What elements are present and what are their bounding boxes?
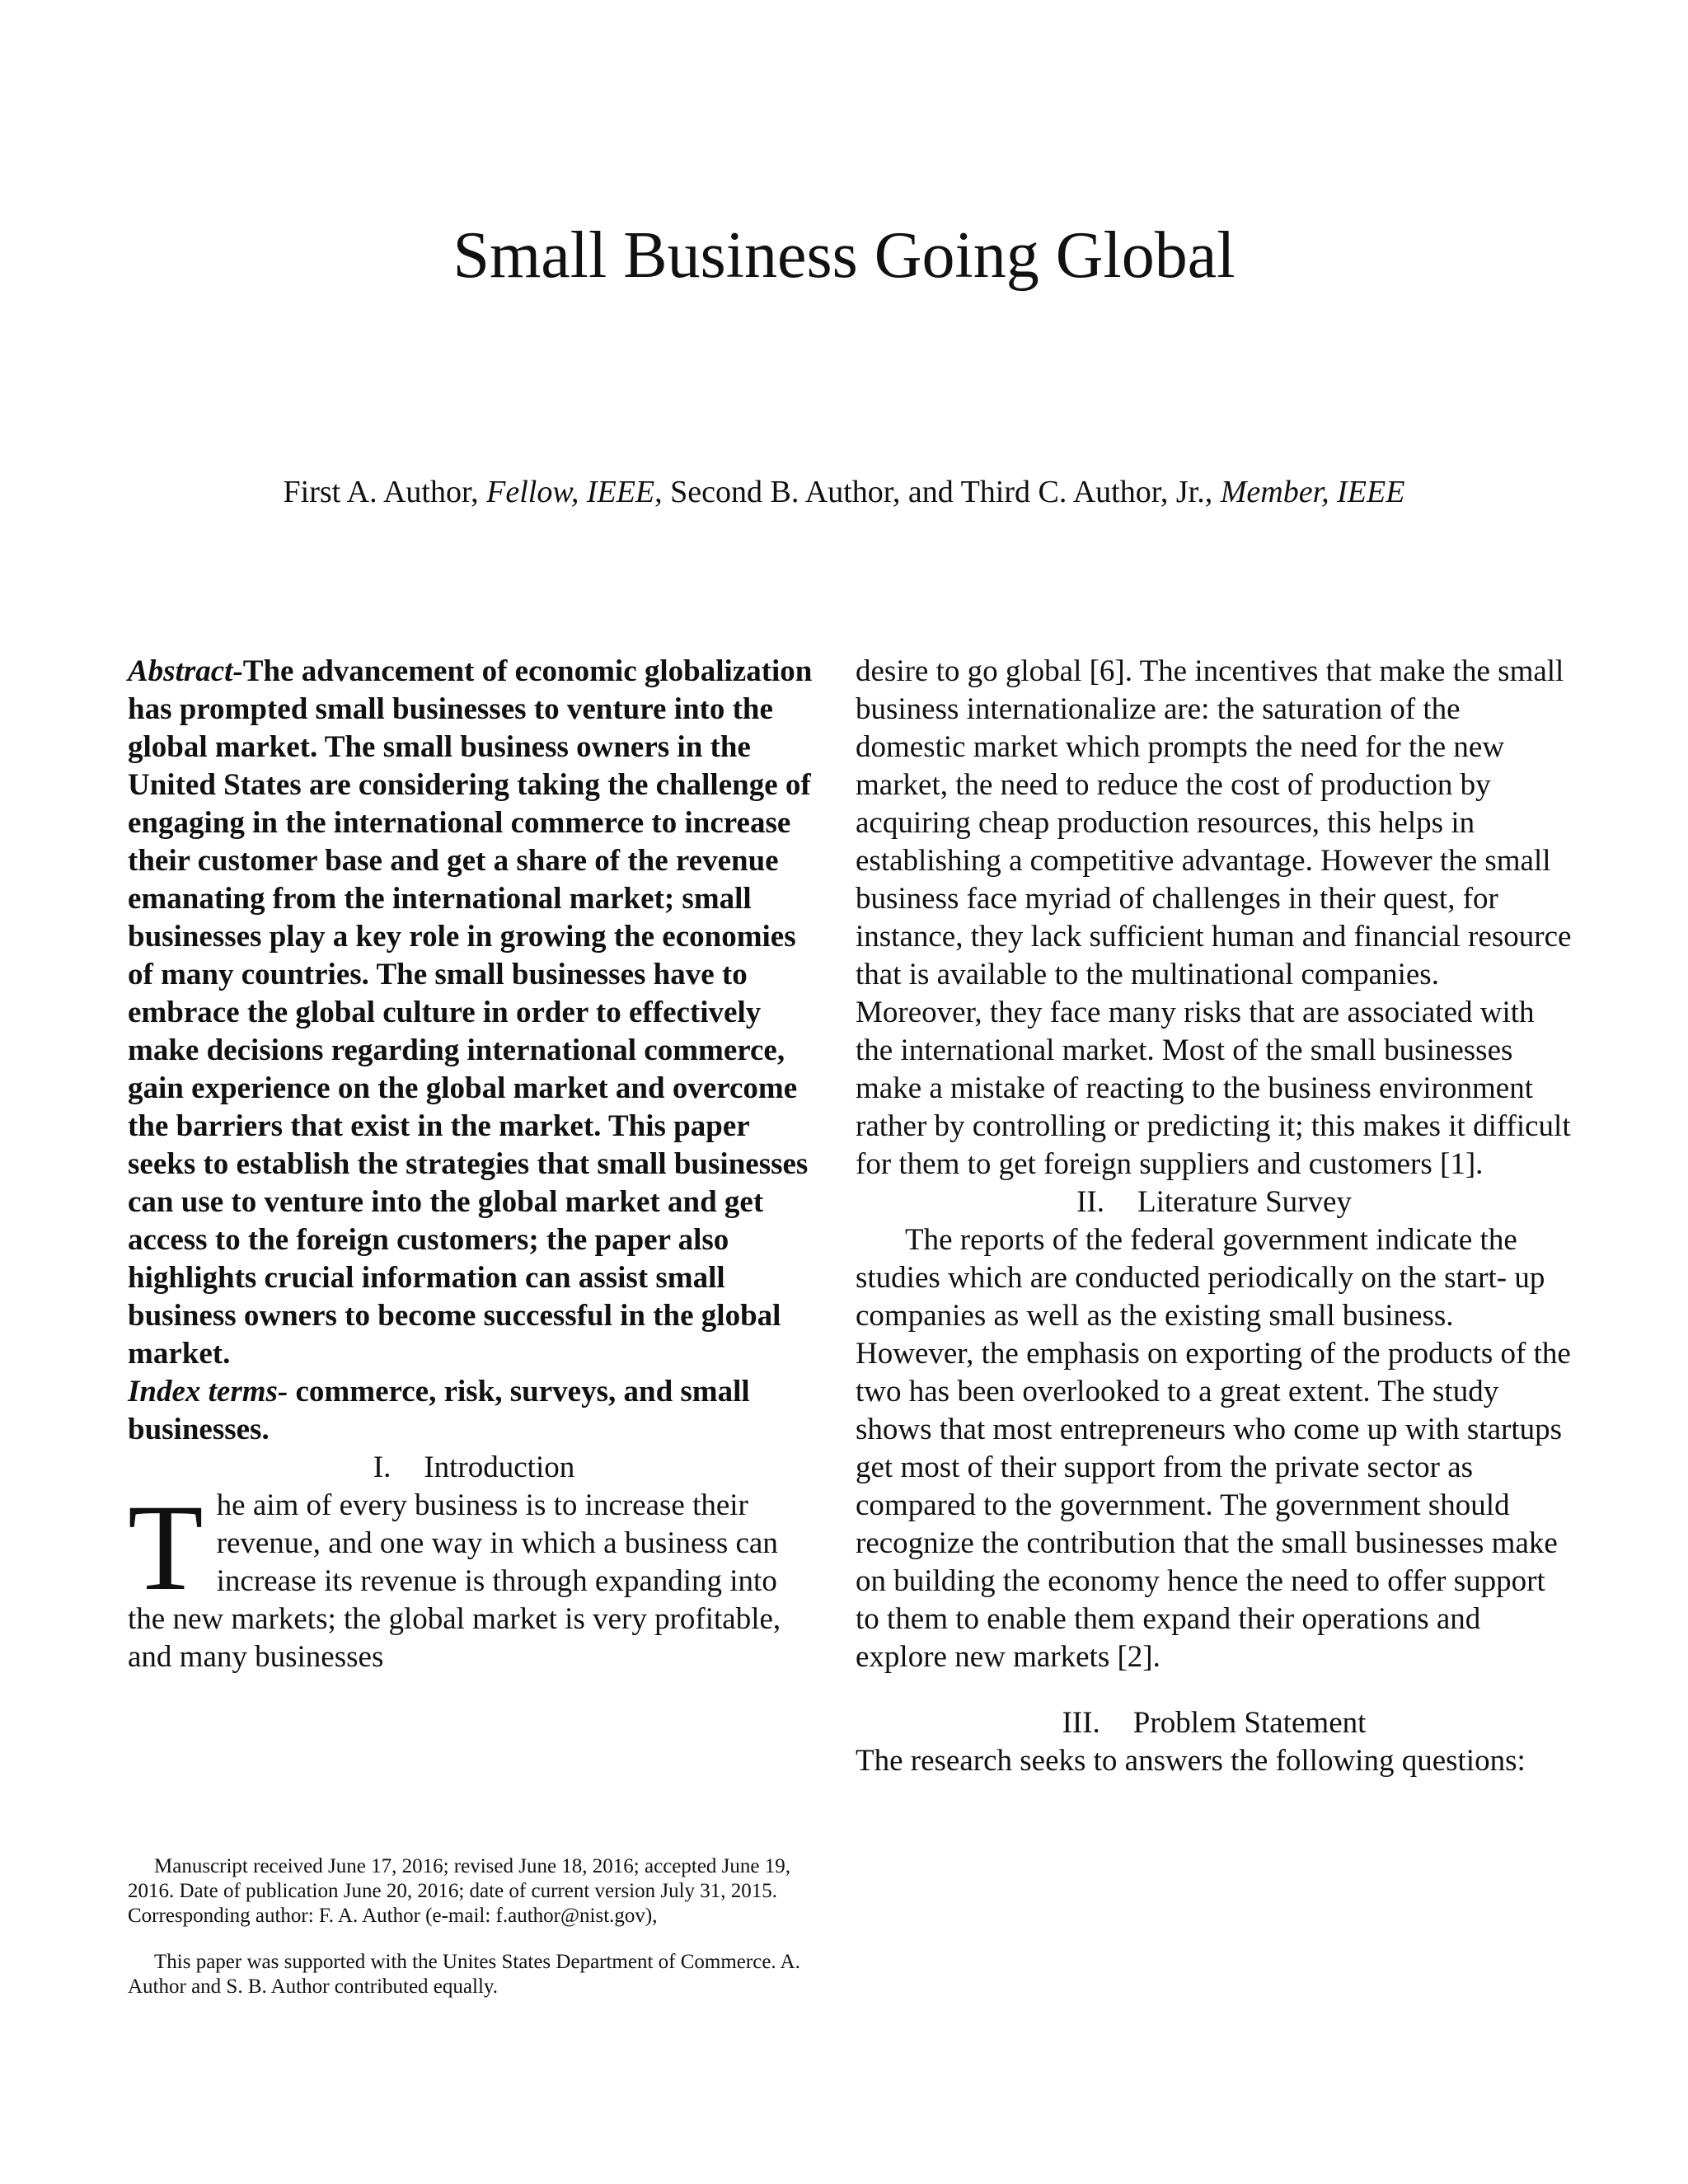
section-heading-introduction [128, 1449, 820, 1487]
authors-part-2: , Second B. Author, and Third C. Author, Jr., [654, 475, 1221, 509]
left-column [128, 653, 820, 1676]
section-number: II. [1076, 1185, 1104, 1219]
problem-statement-paragraph: The research seeks to answers the following questions: [856, 1744, 1526, 1778]
author-affiliation-1: Fellow, IEEE [486, 475, 655, 509]
section-number: I. [373, 1451, 392, 1484]
section-title: Introduction [424, 1451, 575, 1484]
introduction-continuation: desire to go global [6]. The incentives that make the small business internationalize are: the saturation of the domestic market which prompts the need for the new market, the need to reduce the cost of production by acquiring cheap production resources, this helps in establishing a competitive advantage. However the small business face myriad of challenges in their quest, for instance, they lack sufficient human and financial resource that is available to the multinational companies. Moreover, they face many risks that are associated with the international market. Most of the small businesses make a mistake of reacting to the business environment rather by controlling or predicting it; this makes it difficult for them to get foreign suppliers and customers [1]. [856, 654, 1572, 1181]
footnotes [128, 1854, 820, 2021]
section-title: Problem Statement [1132, 1706, 1367, 1740]
section-heading-literature-survey [856, 1183, 1573, 1221]
author-line [0, 472, 1688, 512]
paper-title: Small Business Going Global [452, 219, 1236, 292]
index-terms [128, 1373, 820, 1449]
index-terms-label: Index terms- [128, 1375, 288, 1408]
right-column [856, 653, 1573, 1780]
abstract [128, 653, 820, 1373]
section-number: III. [1062, 1706, 1100, 1740]
abstract-text: The advancement of economic globalization has prompted small businesses to venture into the global market. The small business owners in the United States are considering taking the challenge of engaging in the international commerce to increase their customer base and get a share of the revenue emanating from the international market; small businesses play a key role in growing the economies of many countries. The small businesses have to embrace the global culture in order to effectively make decisions regarding international commerce, gain experience on the global market and overcome the barriers that exist in the market. This paper seeks to establish the strategies that small businesses can use to venture into the global market and get access to the foreign customers; the paper also highlights crucial information can assist small business owners to become successful in the global market. [128, 654, 813, 1371]
abstract-label: Abstract- [128, 654, 243, 688]
index-terms-text: commerce, risk, surveys, and small businesses. [128, 1375, 750, 1446]
footnote-manuscript: Manuscript received June 17, 2016; revised June 18, 2016; accepted June 19, 2016. Date of publication June 20, 2016; date of current version July 31, 2015. Corresponding author: F. A. Author (e-mail: f.author@nist.gov), [128, 1855, 791, 1927]
authors-part-1: First A. Author, [283, 475, 487, 509]
section-title: Literature Survey [1137, 1185, 1352, 1219]
footnote-support: This paper was supported with the Unites States Department of Commerce. A. Author and S. B. Author contributed equally. [128, 1951, 800, 1998]
author-affiliation-2: Member, IEEE [1220, 475, 1405, 509]
section-heading-problem-statement [856, 1704, 1573, 1742]
drop-cap: T [128, 1479, 204, 1616]
introduction-paragraph [128, 1479, 820, 1676]
literature-survey-paragraph: The reports of the federal government indicate the studies which are conducted periodically on the start- up companies as well as the existing small business. However, the emphasis on exporting of the products of the two has been overlooked to a great extent. The study shows that most entrepreneurs who come up with startups get most of their support from the private sector as compared to the government. The government should recognize the contribution that the small businesses make on building the economy hence the need to offer support to them to enable them expand their operations and explore new markets [2]. [856, 1223, 1571, 1674]
introduction-text: he aim of every business is to increase their revenue, and one way in which a business can increase its revenue is through expanding into the new markets; the global market is very profitable, and many businesses [128, 1488, 781, 1674]
